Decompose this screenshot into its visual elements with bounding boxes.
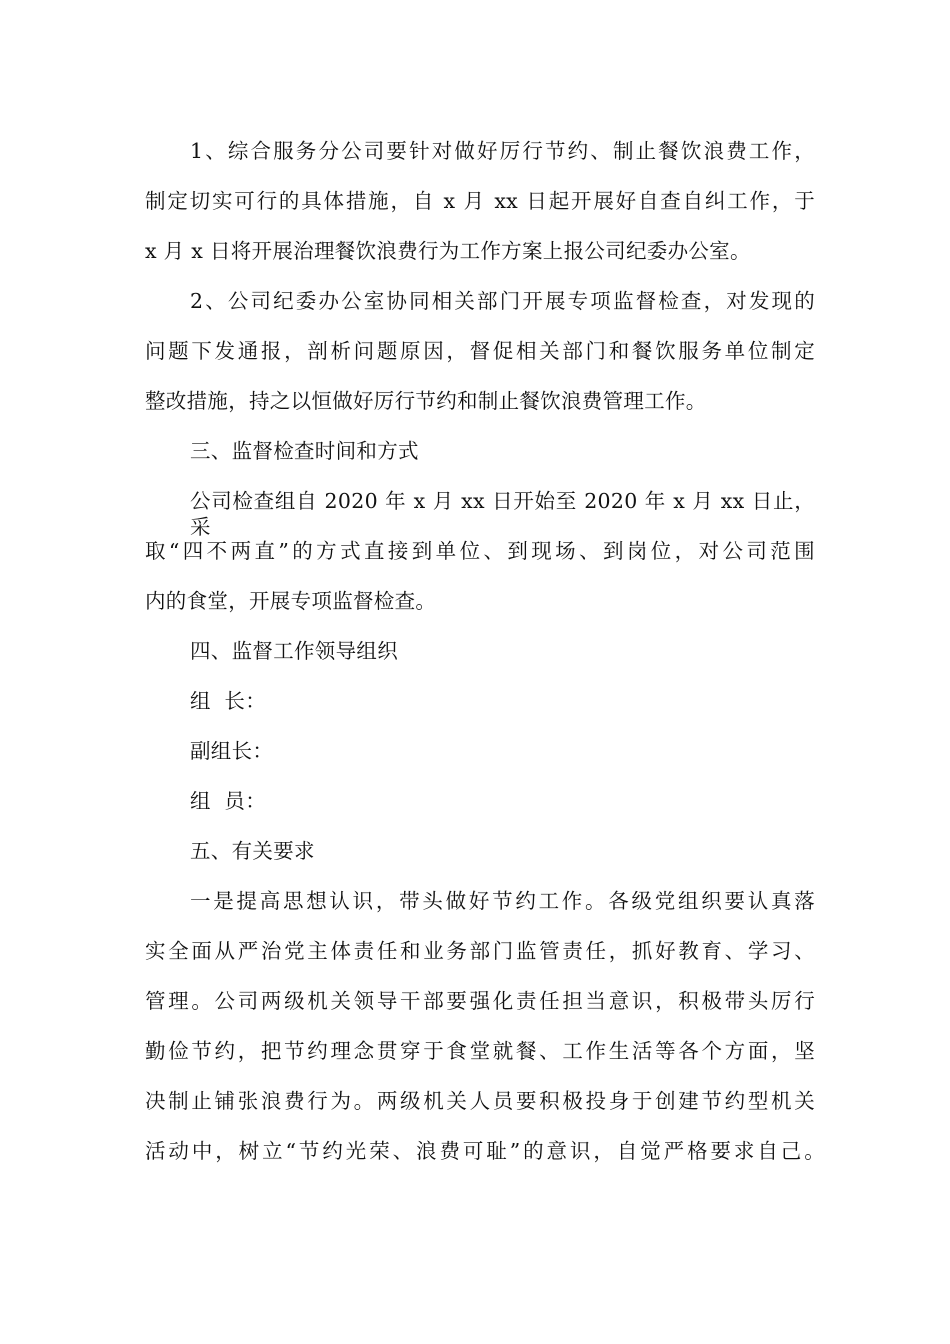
paragraph-5-line-2: 实全面从严治党主体责任和业务部门监管责任，抓好教育、学习、	[145, 939, 815, 963]
group-member-label: 组 员：	[190, 789, 267, 813]
paragraph-2-line-1: 2、公司纪委办公室协同相关部门开展专项监督检查，对发现的	[190, 289, 815, 313]
paragraph-5-line-4: 勤俭节约，把节约理念贯穿于食堂就餐、工作生活等各个方面，坚	[145, 1039, 815, 1063]
paragraph-2-line-3: 整改措施，持之以恒做好厉行节约和制止餐饮浪费管理工作。	[145, 389, 707, 413]
paragraph-3-line-3: 内的食堂，开展专项监督检查。	[145, 589, 437, 613]
paragraph-5-line-1: 一是提高思想认识，带头做好节约工作。各级党组织要认真落	[190, 889, 815, 913]
section-heading-3: 三、监督检查时间和方式	[190, 439, 419, 463]
paragraph-5-line-5: 决制止铺张浪费行为。两级机关人员要积极投身于创建节约型机关	[145, 1089, 815, 1113]
group-leader-label: 组 长：	[190, 689, 267, 713]
paragraph-5-line-3: 管理。公司两级机关领导干部要强化责任担当意识，积极带头厉行	[145, 989, 815, 1013]
section-heading-5: 五、有关要求	[190, 839, 315, 863]
paragraph-2-line-2: 问题下发通报，剖析问题原因，督促相关部门和餐饮服务单位制定	[145, 339, 815, 363]
paragraph-1-line-3: x 月 x 日将开展治理餐饮浪费行为工作方案上报公司纪委办公室。	[145, 239, 751, 263]
paragraph-1-line-1: 1、综合服务分公司要针对做好厉行节约、制止餐饮浪费工作，	[190, 139, 815, 163]
paragraph-3-line-1: 公司检查组自 2020 年 x 月 xx 日开始至 2020 年 x 月 xx 日止，采	[190, 489, 815, 539]
paragraph-3-line-2: 取“四不两直”的方式直接到单位、到现场、到岗位，对公司范围	[145, 539, 815, 563]
paragraph-1-line-2: 制定切实可行的具体措施，自 x 月 xx 日起开展好自查自纠工作，于	[145, 189, 815, 213]
section-heading-4: 四、监督工作领导组织	[190, 639, 398, 663]
deputy-leader-label: 副组长：	[190, 739, 274, 763]
paragraph-5-line-6: 活动中，树立“节约光荣、浪费可耻”的意识，自觉严格要求自己。	[145, 1139, 825, 1163]
